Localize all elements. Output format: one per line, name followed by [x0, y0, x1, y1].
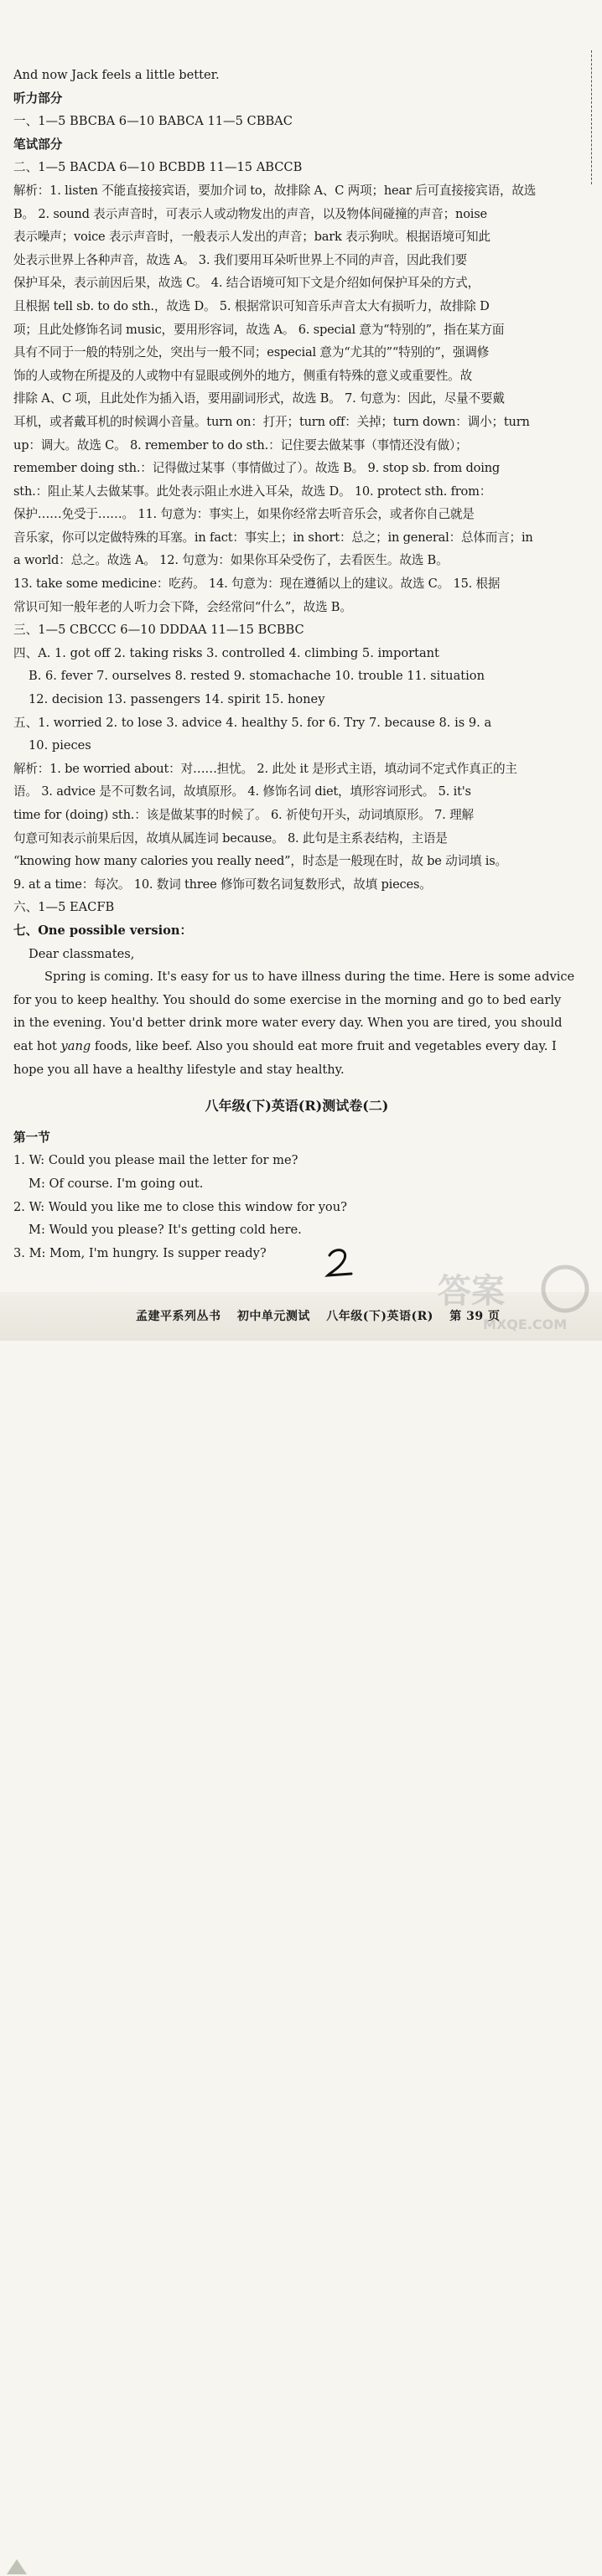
binding-rule [591, 50, 592, 184]
letter-line: in the evening. You'd better drink more water every day. When you are tired, you should [13, 1016, 563, 1031]
letter-line: for you to keep healthy. You should do some exercise in the morning and go to bed early [13, 992, 562, 1007]
footer-book: 初中单元测试 [236, 1310, 310, 1323]
answer-line: 六、1—5 EACFB [13, 900, 115, 915]
analysis-line: 耳机，或者戴耳机的时候调小音量。turn on：打开；turn off：关掉；turn down：调小；turn [13, 414, 530, 429]
analysis-line: 解析：1. be worried about：对……担忧。 2. 此处 it 是形式主语，填动词不定式作真正的主 [13, 761, 517, 776]
dialogue-line: M: Would you please? It's getting cold here. [29, 1223, 302, 1238]
letter-italic-word: yang [60, 1038, 91, 1053]
text-line: And now Jack feels a little better. [13, 68, 220, 82]
letter-line: hope you all have a healthy lifestyle and stay healthy. [13, 1062, 345, 1077]
writing-heading: 七、One possible version： [13, 923, 193, 938]
answer-content [13, 64, 580, 1265]
analysis-line: 具有不同于一般的特别之处，突出与一般不同；especial 意为“尤其的”“特别的”，强调修 [13, 345, 490, 360]
analysis-line: 句意可知表示前果后因，故填从属连词 because。 8. 此句是主系表结构，主语是 [13, 830, 448, 846]
analysis-line: 且根据 tell sb. to do sth.，故选 D。 5. 根据常识可知音乐声音太大有损听力，故排除 D [13, 298, 490, 313]
corner-decoration-icon [5, 2551, 30, 2576]
answer-line: 12. decision 13. passengers 14. spirit 15. honey [29, 692, 325, 707]
analysis-line: B。 2. sound 表示声音时，可表示人或动物发出的声音，以及物体间碰撞的声音；noise [13, 206, 487, 221]
analysis-line: 语。 3. advice 是不可数名词，故填原形。 4. 修饰名词 diet，填形容词形式。 5. it's [13, 784, 471, 799]
written-heading: 笔试部分 [13, 137, 63, 152]
footer-series: 孟建平系列丛书 [136, 1310, 221, 1323]
letter-line: Spring is coming. It's easy for us to have illness during the time. Here is some advice [44, 970, 575, 985]
footer-page: 第 39 页 [449, 1310, 501, 1323]
letter-salutation: Dear classmates, [29, 946, 135, 961]
analysis-line: 保护耳朵，表示前因后果，故选 C。 4. 结合语境可知下文是介绍如何保护耳朵的方式， [13, 276, 480, 291]
analysis-line: 表示噪声；voice 表示声音时，一般表示人发出的声音；bark 表示狗吠。根据语境可知此 [13, 230, 490, 245]
watermark-logo [431, 1257, 590, 1332]
answer-line: B. 6. fever 7. ourselves 8. rested 9. stomachache 10. trouble 11. situation [29, 669, 485, 684]
answer-line: 五、1. worried 2. to lose 3. advice 4. healthy 5. for 6. Try 7. because 8. is 9. a [13, 715, 492, 730]
analysis-line: 9. at a time：每次。 10. 数词 three 修饰可数名词复数形式，故填 pieces。 [13, 877, 432, 892]
analysis-line: 音乐家，你可以定做特殊的耳塞。in fact：事实上；in short：总之；in general：总体而言；in [13, 530, 533, 545]
analysis-line: 保护……免受于……。 11. 句意为：事实上，如果你经常去听音乐会，或者你自己就是 [13, 507, 475, 522]
dialogue-line: 3. M: Mom, I'm hungry. Is supper ready? [13, 1245, 267, 1260]
dialogue-line: 2. W: Would you like me to close this window for you? [13, 1199, 347, 1214]
letter-line [13, 1035, 580, 1058]
footer-grade: 八年级(下)英语(R) [326, 1310, 433, 1323]
analysis-line: up：调大。故选 C。 8. remember to do sth.：记住要去做某事（事情还没有做）； [13, 437, 468, 453]
answer-line: 四、A. 1. got off 2. taking risks 3. controlled 4. climbing 5. important [13, 645, 439, 660]
svg-text:MXQE.COM: MXQE.COM [483, 1316, 568, 1332]
analysis-line: remember doing sth.：记得做过某事（事情做过了）。故选 B。 9. stop sb. from doing [13, 461, 501, 476]
analysis-line: time for (doing) sth.：该是做某事的时候了。 6. 祈使句开头，动词填原形。 7. 理解 [13, 808, 474, 822]
analysis-line: 排除 A、C 项，且此处作为插入语，要用副词形式，故选 B。 7. 句意为：因此，尽量不要戴 [13, 391, 505, 406]
analysis-line: 处表示世界上各种声音，故选 A。 3. 我们要用耳朵听世界上不同的声音，因此我们要 [13, 252, 467, 267]
dialogue-line: M: Of course. I'm going out. [29, 1176, 204, 1191]
subsection-heading: 第一节 [13, 1130, 50, 1145]
analysis-line: 项；且此处修饰名词 music，要用形容词，故选 A。 6. special 意为“特别的”，指在某方面 [13, 322, 505, 337]
section-title: 八年级(下)英语(R)测试卷(二) [205, 1098, 389, 1115]
analysis-line: “knowing how many calories you really need”，时态是一般现在时，故 be 动词填 is。 [13, 854, 507, 869]
letter-text: foods, like beef. Also you should eat more fruit and vegetables every day. I [91, 1038, 557, 1053]
analysis-line: 饰的人或物在所提及的人或物中有显眼或例外的地方，侧重有特殊的意义或重要性。故 [13, 368, 472, 383]
listening-heading: 听力部分 [13, 91, 63, 106]
svg-text:答案: 答案 [438, 1272, 505, 1311]
answer-line: 三、1—5 CBCCC 6—10 DDDAA 11—15 BCBBC [13, 623, 304, 638]
answer-line: 二、1—5 BACDA 6—10 BCBDB 11—15 ABCCB [13, 160, 303, 175]
answer-line: 一、1—5 BBCBA 6—10 BABCA 11—5 CBBAC [13, 114, 293, 129]
answer-line: 10. pieces [29, 738, 91, 753]
analysis-line: 13. take some medicine：吃药。 14. 句意为：现在遵循以上的建议。故选 C。 15. 根据 [13, 577, 501, 592]
analysis-line: a world：总之。故选 A。 12. 句意为：如果你耳朵受伤了，去看医生。故选 B。 [13, 553, 449, 568]
analysis-line: 常识可知一般年老的人听力会下降，会经常问“什么”，故选 B。 [13, 599, 352, 614]
analysis-line: sth.：阻止某人去做某事。此处表示阻止水进入耳朵，故选 D。 10. protect sth. from： [13, 484, 492, 499]
dialogue-line: 1. W: Could you please mail the letter for me? [13, 1153, 298, 1168]
letter-text: eat hot [13, 1038, 61, 1053]
analysis-line: 解析：1. listen 不能直接接宾语，要加介词 to，故排除 A、C 两项；hear 后可直接接宾语，故选 [13, 183, 537, 198]
